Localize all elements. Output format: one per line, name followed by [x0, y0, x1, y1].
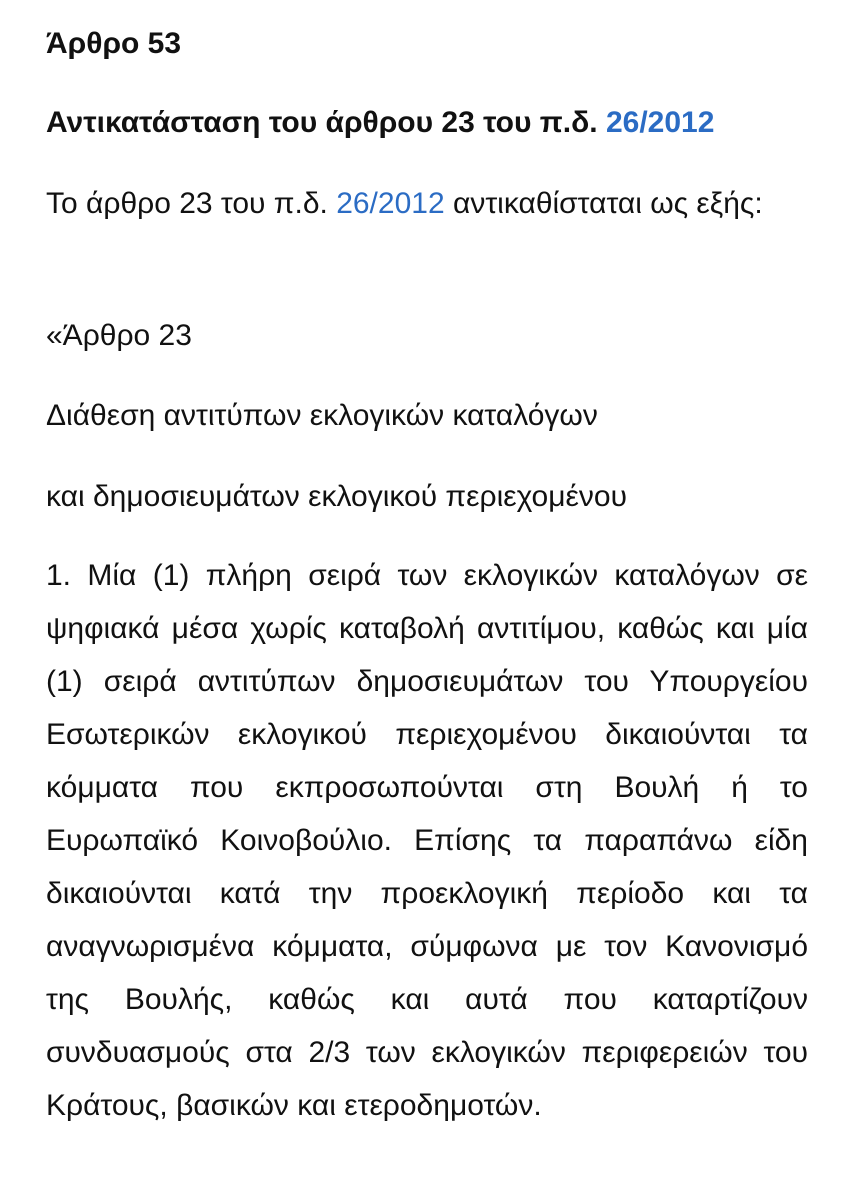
article-title-text: Αντικατάσταση του άρθρου 23 του π.δ. — [46, 106, 606, 139]
intro-text-after: αντικαθίσταται ως εξής: — [444, 187, 763, 220]
quoted-article-subtitle-line-1: Διάθεση αντιτύπων εκλογικών καταλόγων — [46, 399, 598, 432]
quoted-article-subtitle-line-2: και δημοσιευμάτων εκλογικού περιεχομένου — [46, 480, 627, 513]
law-reference-link[interactable]: 26/2012 — [605, 106, 715, 139]
article-title-heading — [46, 103, 714, 143]
intro-paragraph — [46, 177, 808, 230]
law-reference-link-inline[interactable]: 26/2012 — [336, 187, 445, 220]
quoted-article-heading: «Άρθρο 23 — [46, 319, 192, 352]
article-number-heading: Άρθρο 53 — [46, 27, 182, 60]
intro-text-before: Το άρθρο 23 του π.δ. — [46, 187, 337, 220]
paragraph-1: 1. Μία (1) πλήρη σειρά των εκλογικών καταλόγων σε ψηφιακά μέσα χωρίς καταβολή αντιτίμου, καθώς και μία (1) σειρά αντιτύπων δημοσιευμάτων του Υπουργείου Εσωτερικών εκλογικού περιεχομένου δικαιούνται τα κόμματα που εκπροσωπούνται στη Βουλή ή το Ευρωπαϊκό Κοινοβούλιο. Επίσης τα παραπάνω είδη δικαιούνται κατά την προεκλογική περίοδο και τα αναγνωρισμένα κόμματα, σύμφωνα με τον Κανονισμό της Βουλής, καθώς και αυτά που καταρτίζουν συνδυασμούς στα 2/3 των εκλογικών περιφερειών του Κράτους, βασικών και ετεροδημοτών. — [46, 559, 808, 1122]
